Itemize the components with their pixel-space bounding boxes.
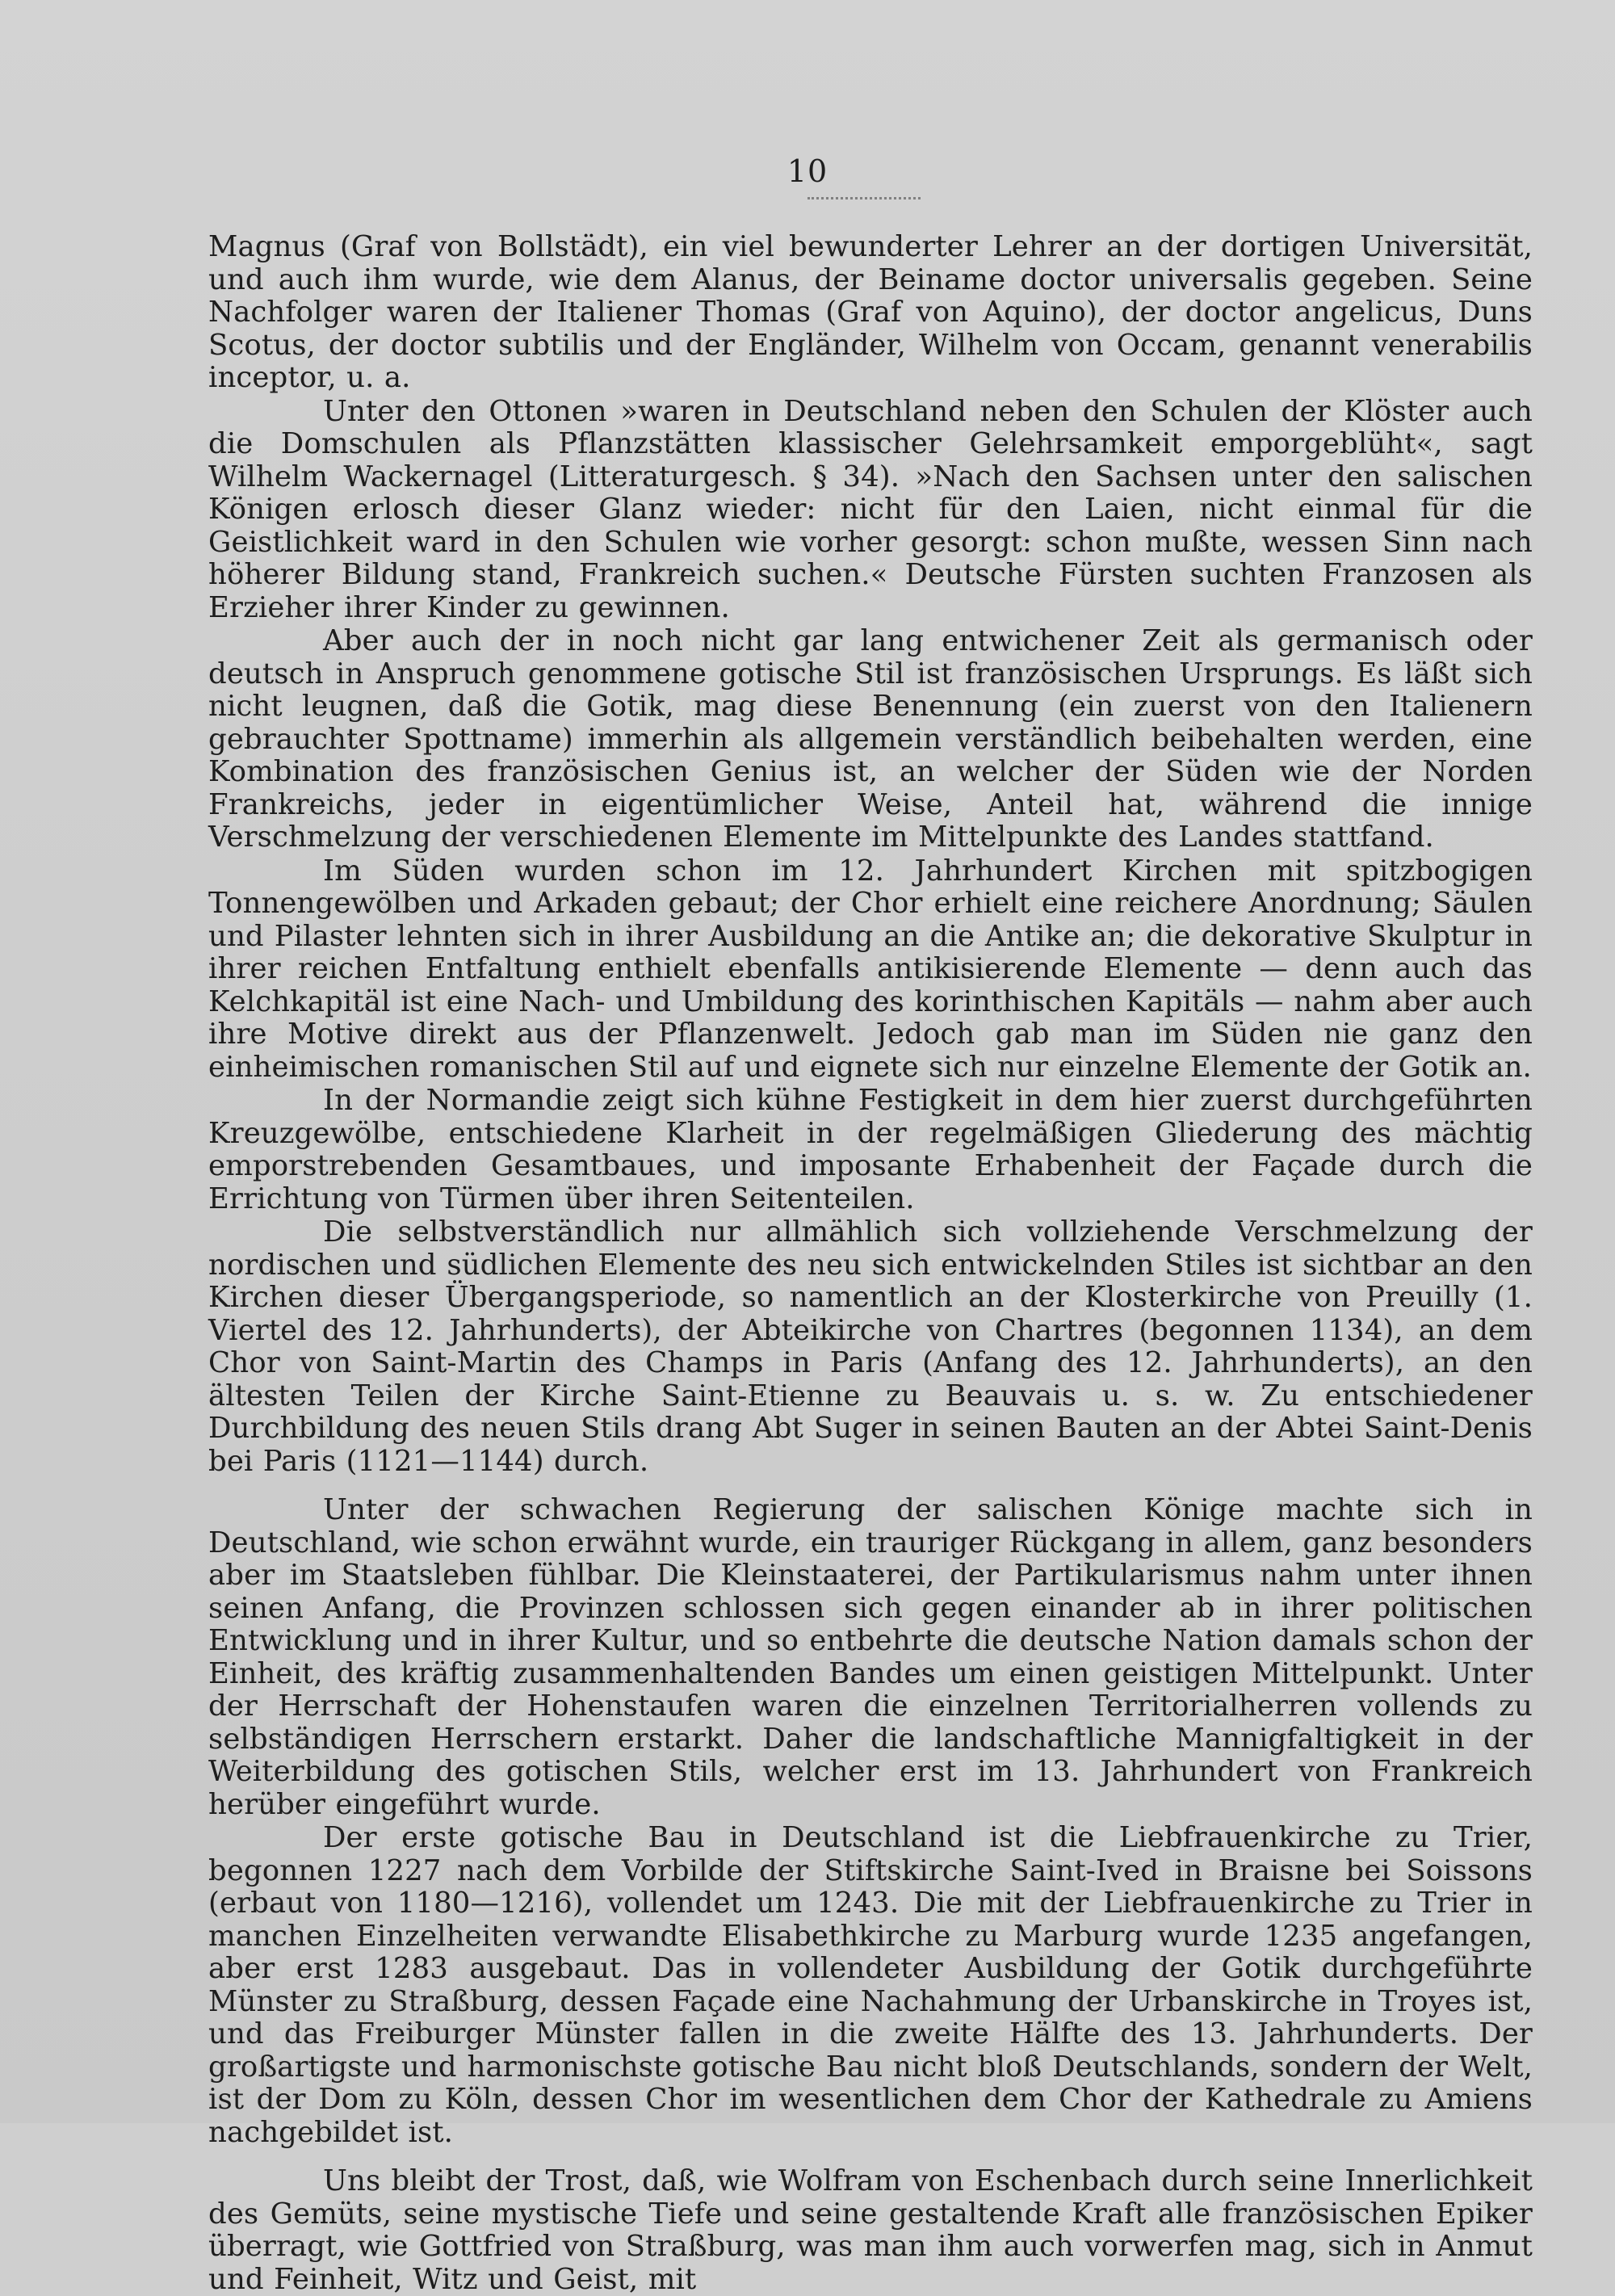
paragraph-5: In der Normandie zeigt sich kühne Festigkeit in dem hier zuerst durchgeführten Kreuzgewölbe, entschiedene Klarheit in der regelmäßigen Gliederung des mächtig emporstrebenden Gesamtbaues, und imposante Erhabenheit der Façade durch die Errichtung von Türmen über ihren Seitenteilen.	[208, 1084, 1533, 1215]
page-number: 10	[787, 153, 828, 189]
page-body	[208, 231, 1533, 2296]
paragraph-7: Unter der schwachen Regierung der salischen Könige machte sich in Deutschland, wie schon erwähnt wurde, ein trauriger Rückgang in allem, ganz besonders aber im Staatsleben fühlbar. Die Kleinstaaterei, der Partikularismus nahm unter ihnen seinen Anfang, die Provinzen schlossen sich gegen einander ab in ihrer politischen Entwicklung und in ihrer Kultur, und so entbehrte die deutsche Nation damals schon der Einheit, des kräftig zusammenhaltenden Bandes um einen geistigen Mittelpunkt. Unter der Herrschaft der Hohenstaufen waren die einzelnen Territorialherren vollends zu selbständigen Herrschern erstarkt. Daher die landschaftliche Mannigfaltigkeit in der Weiterbildung des gotischen Stils, welcher erst im 13. Jahrhundert von Frankreich herüber eingeführt wurde.	[208, 1493, 1533, 1821]
paragraph-4: Im Süden wurden schon im 12. Jahrhundert Kirchen mit spitzbogigen Tonnengewölben und Arkaden gebaut; der Chor erhielt eine reichere Anordnung; Säulen und Pilaster lehnten sich in ihrer Ausbildung an die Antike an; die dekorative Skulptur in ihrer reichen Entfaltung enthielt ebenfalls antikisierende Elemente — denn auch das Kelchkapitäl ist eine Nach- und Umbildung des korinthischen Kapitäls — nahm aber auch ihre Motive direkt aus der Pflanzenwelt. Jedoch gab man im Süden nie ganz den einheimischen romanischen Stil auf und eignete sich nur einzelne Elemente der Gotik an.	[208, 854, 1533, 1084]
paragraph-2: Unter den Ottonen »waren in Deutschland neben den Schulen der Klöster auch die Domschulen als Pflanzstätten klassischer Gelehrsamkeit emporgeblüht«, sagt Wilhelm Wackernagel (Litteraturgesch. § 34). »Nach den Sachsen unter den salischen Königen erlosch dieser Glanz wieder: nicht für den Laien, nicht einmal für die Geistlichkeit ward in den Schulen wie vorher gesorgt: schon mußte, wessen Sinn nach höherer Bildung stand, Frankreich suchen.« Deutsche Fürsten suchten Franzosen als Erzieher ihrer Kinder zu gewinnen.	[208, 394, 1533, 624]
paragraph-1: Magnus (Graf von Bollstädt), ein viel bewunderter Lehrer an der dortigen Universität, und auch ihm wurde, wie dem Alanus, der Beiname doctor universalis gegeben. Seine Nachfolger waren der Italiener Thomas (Graf von Aquino), der doctor angelicus, Duns Scotus, der doctor subtilis und der Engländer, Wilhelm von Occam, genannt venerabilis inceptor, u. a.	[208, 230, 1533, 394]
page-number-ornament	[808, 197, 921, 199]
paragraph-6: Die selbstverständlich nur allmählich sich vollziehende Verschmelzung der nordischen und südlichen Elemente des neu sich entwickelnden Stiles ist sichtbar an den Kirchen dieser Übergangsperiode, so namentlich an der Klosterkirche von Preuilly (1. Viertel des 12. Jahrhunderts), der Abteikirche von Chartres (begonnen 1134), an dem Chor von Saint-Martin des Champs in Paris (Anfang des 12. Jahrhunderts), an den ältesten Teilen der Kirche Saint-Etienne zu Beauvais u. s. w. Zu entschiedener Durchbildung des neuen Stils drang Abt Suger in seinen Bauten an der Abtei Saint-Denis bei Paris (1121—1144) durch.	[208, 1215, 1533, 1478]
paragraph-8: Der erste gotische Bau in Deutschland ist die Liebfrauenkirche zu Trier, begonnen 1227 nach dem Vorbilde der Stiftskirche Saint-Ived in Braisne bei Soissons (erbaut von 1180—1216), vollendet um 1243. Die mit der Liebfrauenkirche zu Trier in manchen Einzelheiten verwandte Elisabethkirche zu Marburg wurde 1235 angefangen, aber erst 1283 ausgebaut. Das in vollendeter Ausbildung der Gotik durchgeführte Münster zu Straßburg, dessen Façade eine Nachahmung der Urbanskirche in Troyes ist, und das Freiburger Münster fallen in die zweite Hälfte des 13. Jahrhunderts. Der großartigste und harmonischste gotische Bau nicht bloß Deutschlands, sondern der Welt, ist der Dom zu Köln, dessen Chor im wesentlichen dem Chor der Kathedrale zu Amiens nachgebildet ist.	[208, 1821, 1533, 2149]
paragraph-9: Uns bleibt der Trost, daß, wie Wolfram von Eschenbach durch seine Innerlichkeit des Gemüts, seine mystische Tiefe und seine gestaltende Kraft alle französischen Epiker überragt, wie Gottfried von Straßburg, was man ihm auch vorwerfen mag, sich in Anmut und Feinheit, Witz und Geist, mit	[208, 2164, 1533, 2296]
paragraph-3: Aber auch der in noch nicht gar lang entwichener Zeit als germanisch oder deutsch in Anspruch genommene gotische Stil ist französischen Ursprungs. Es läßt sich nicht leugnen, daß die Gotik, mag diese Benennung (ein zuerst von den Italienern gebrauchter Spottname) immerhin als allgemein verständlich beibehalten werden, eine Kombination des französischen Genius ist, an welcher der Süden wie der Norden Frankreichs, jeder in eigentümlicher Weise, Anteil hat, während die innige Verschmelzung der verschiedenen Elemente im Mittelpunkte des Landes stattfand.	[208, 624, 1533, 854]
